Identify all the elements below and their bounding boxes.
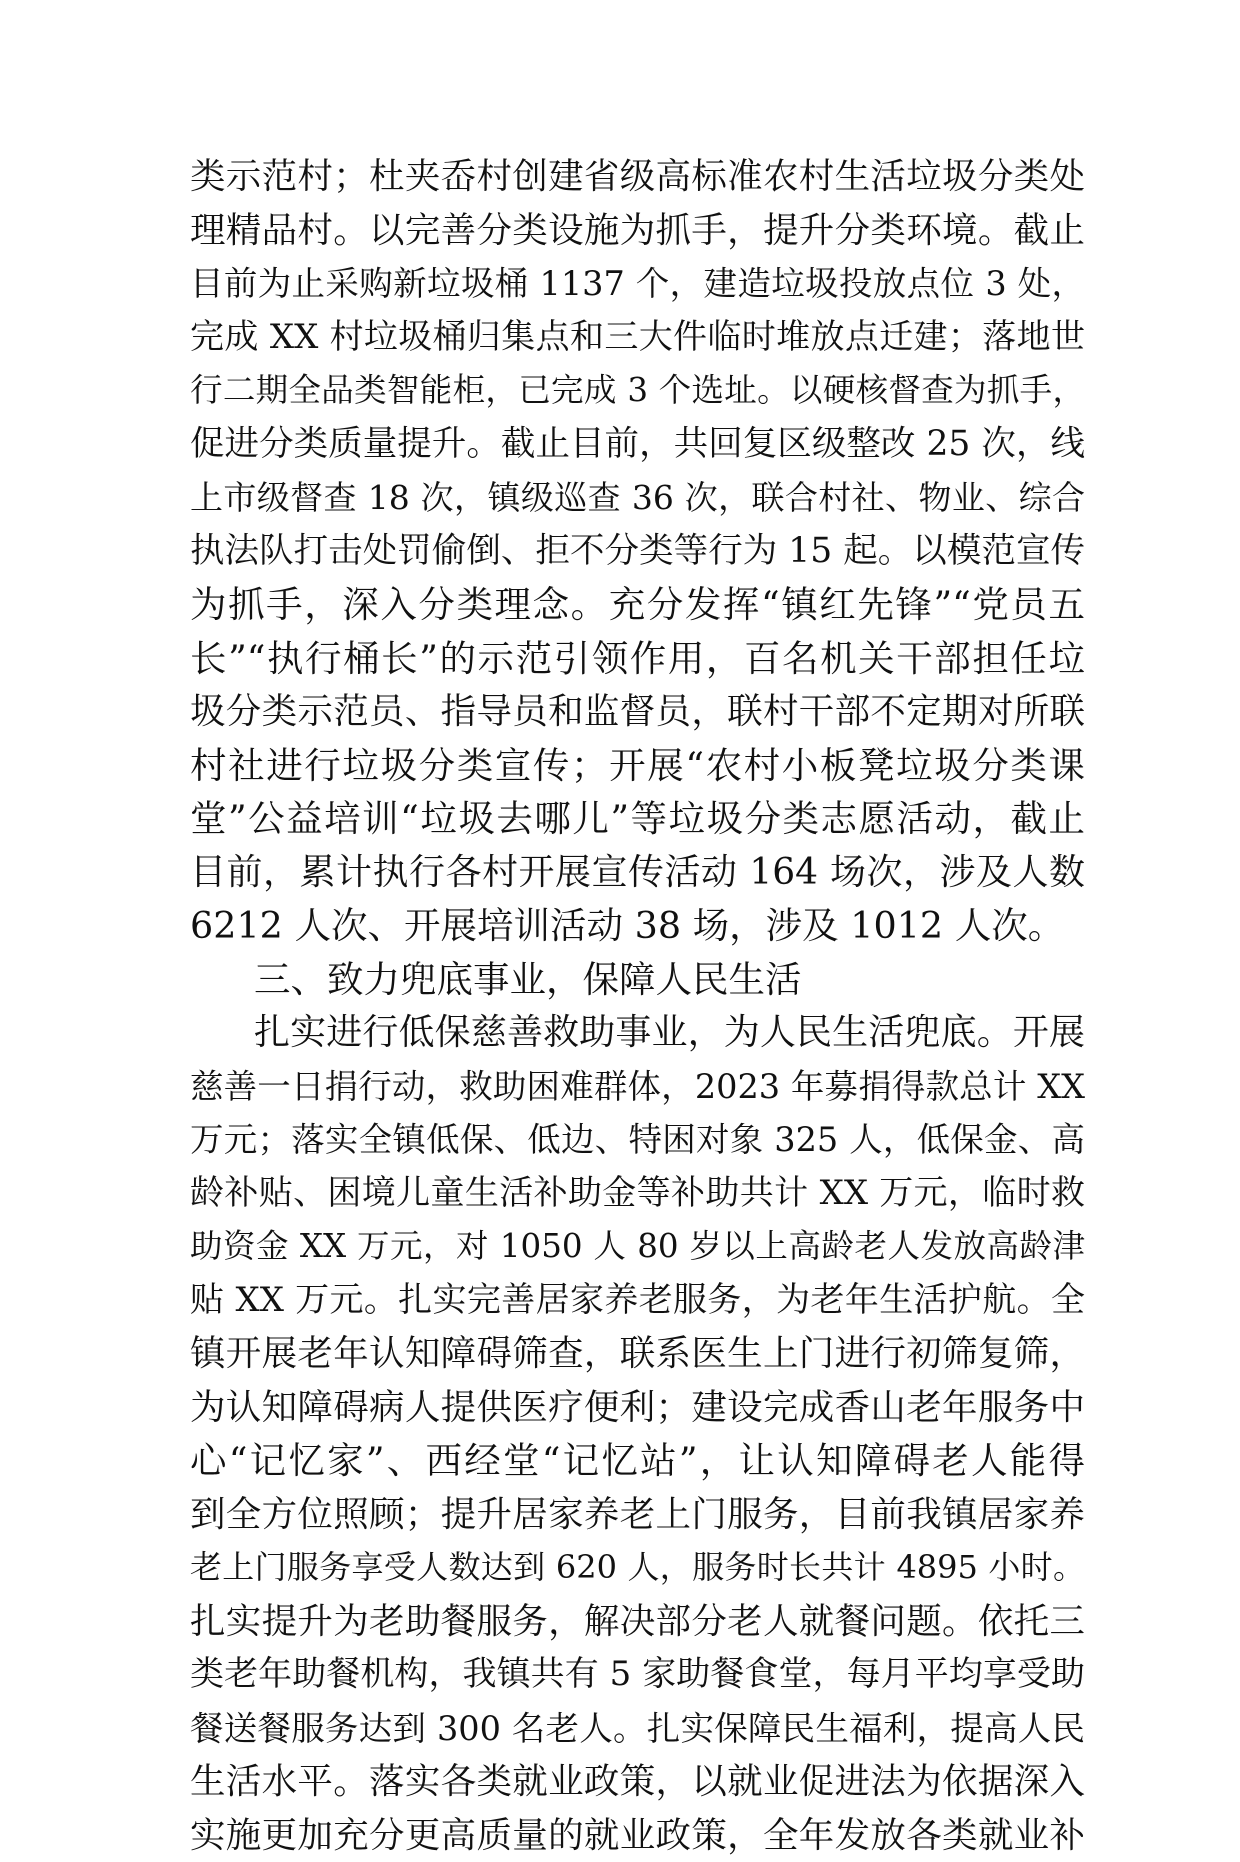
text-line: 到全方位照顾；提升居家养老上门服务，目前我镇居家养 <box>190 1488 1085 1542</box>
text-line: 完成 XX 村垃圾桶归集点和三大件临时堆放点迁建；落地世 <box>190 311 1085 365</box>
text-line: 贴 XX 万元。扎实完善居家养老服务，为老年生活护航。全 <box>190 1274 1085 1328</box>
text-line: 类示范村；杜夹岙村创建省级高标准农村生活垃圾分类处 <box>190 150 1085 204</box>
text-line: 扎实提升为老助餐服务，解决部分老人就餐问题。依托三 <box>190 1595 1085 1649</box>
text-line: 6212 人次、开展培训活动 38 场，涉及 1012 人次。 <box>190 899 1085 953</box>
text-line: 执法队打击处罚偷倒、拒不分类等行为 15 起。以模范宣传 <box>190 525 1085 579</box>
section-heading: 三、致力兜底事业，保障人民生活 <box>190 953 1085 1007</box>
text-line: 类老年助餐机构，我镇共有 5 家助餐食堂，每月平均享受助 <box>190 1648 1085 1702</box>
text-line: 堂”公益培训“垃圾去哪儿”等垃圾分类志愿活动，截止 <box>190 792 1085 846</box>
text-line: 行二期全品类智能柜，已完成 3 个选址。以硬核督查为抓手， <box>190 364 1085 418</box>
text-line: 促进分类质量提升。截止目前，共回复区级整改 25 次，线 <box>190 418 1085 472</box>
text-line: 镇开展老年认知障碍筛查，联系医生上门进行初筛复筛， <box>190 1327 1085 1381</box>
text-line: 万元；落实全镇低保、低边、特困对象 325 人，低保金、高 <box>190 1113 1085 1167</box>
text-line: 为抓手，深入分类理念。充分发挥“镇红先锋”“党员五 <box>190 578 1085 632</box>
text-line: 理精品村。以完善分类设施为抓手，提升分类环境。截止 <box>190 204 1085 258</box>
text-line: 心“记忆家”、西经堂“记忆站”，让认知障碍老人能得 <box>190 1434 1085 1488</box>
document-page <box>190 150 1085 1862</box>
text-line: 老上门服务享受人数达到 620 人，服务时长共计 4895 小时。 <box>190 1541 1085 1595</box>
text-line: 龄补贴、困境儿童生活补助金等补助共计 XX 万元，临时救 <box>190 1167 1085 1221</box>
paragraph-waste-sorting <box>190 150 1085 953</box>
text-line: 圾分类示范员、指导员和监督员，联村干部不定期对所联 <box>190 685 1085 739</box>
text-line: 扎实进行低保慈善救助事业，为人民生活兜底。开展 <box>190 1006 1085 1060</box>
text-line: 目前，累计执行各村开展宣传活动 164 场次，涉及人数 <box>190 846 1085 900</box>
paragraph-social-welfare <box>190 1006 1085 1862</box>
text-line: 村社进行垃圾分类宣传；开展“农村小板凳垃圾分类课 <box>190 739 1085 793</box>
text-line: 上市级督查 18 次，镇级巡查 36 次，联合村社、物业、综合 <box>190 471 1085 525</box>
text-line: 助资金 XX 万元，对 1050 人 80 岁以上高龄老人发放高龄津 <box>190 1220 1085 1274</box>
text-line: 实施更加充分更高质量的就业政策，全年发放各类就业补 <box>190 1809 1085 1862</box>
text-line: 目前为止采购新垃圾桶 1137 个，建造垃圾投放点位 3 处， <box>190 257 1085 311</box>
text-line: 生活水平。落实各类就业政策，以就业促进法为依据深入 <box>190 1755 1085 1809</box>
text-line: 慈善一日捐行动，救助困难群体，2023 年募捐得款总计 XX <box>190 1060 1085 1114</box>
text-line: 餐送餐服务达到 300 名老人。扎实保障民生福利，提高人民 <box>190 1702 1085 1756</box>
text-line: 为认知障碍病人提供医疗便利；建设完成香山老年服务中 <box>190 1381 1085 1435</box>
text-line: 长”“执行桶长”的示范引领作用，百名机关干部担任垃 <box>190 632 1085 686</box>
